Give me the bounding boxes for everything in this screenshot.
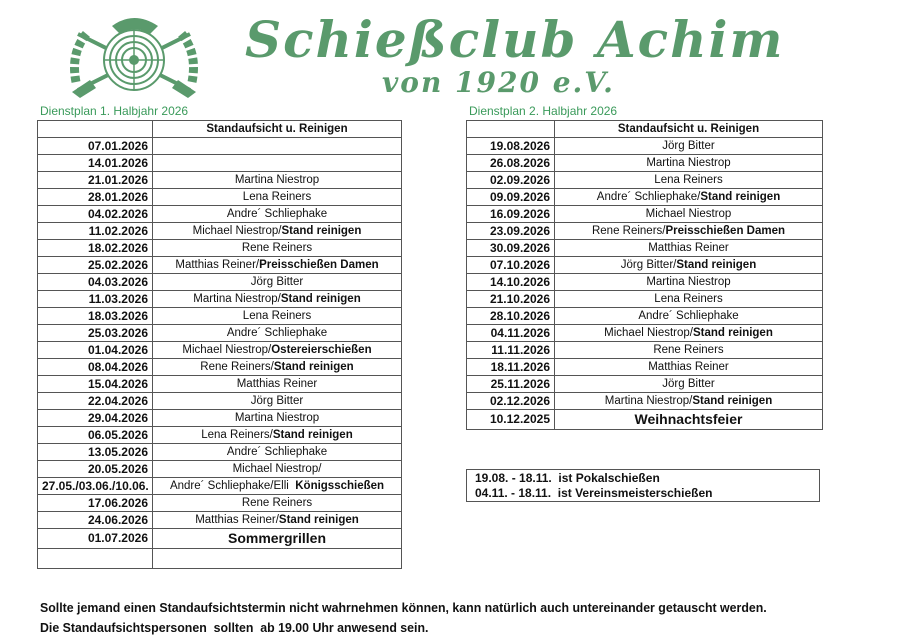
date-cell: 11.03.2026 bbox=[38, 291, 153, 308]
duty-person: Jörg Bitter bbox=[662, 378, 715, 390]
duty-person: Matthias Reiner/ bbox=[175, 259, 260, 271]
duty-person: Lena Reiners bbox=[654, 293, 723, 305]
table-row bbox=[38, 206, 402, 223]
table-row bbox=[38, 444, 402, 461]
duty-cell bbox=[153, 138, 402, 155]
duty-person: Martina Niestrop bbox=[234, 174, 320, 186]
date-cell: 04.11.2026 bbox=[467, 325, 555, 342]
date-cell: 24.06.2026 bbox=[38, 512, 153, 529]
duty-person: Michael Niestrop/ bbox=[232, 463, 322, 475]
date-cell: 07.01.2026 bbox=[38, 138, 153, 155]
duty-cell bbox=[153, 172, 402, 189]
plan2-table bbox=[466, 120, 823, 430]
duty-cell bbox=[153, 461, 402, 478]
duty-cell bbox=[555, 172, 823, 189]
duty-person: Andre´ Schliephake bbox=[226, 208, 328, 220]
note-pokalschiessen: 19.08. - 18.11. ist Pokalschießen bbox=[475, 471, 660, 485]
duty-person: Michael Niestrop/ bbox=[192, 225, 282, 237]
date-cell: 09.09.2026 bbox=[467, 189, 555, 206]
date-cell: 26.08.2026 bbox=[467, 155, 555, 172]
table-row bbox=[467, 359, 823, 376]
table-row bbox=[38, 549, 402, 569]
duty-cell bbox=[153, 223, 402, 240]
duty-cell bbox=[153, 376, 402, 393]
date-cell: 20.05.2026 bbox=[38, 461, 153, 478]
club-subtitle: von 1920 e.V. bbox=[382, 66, 615, 99]
duty-cell bbox=[153, 359, 402, 376]
table-row bbox=[467, 257, 823, 274]
duty-person: Jörg Bitter bbox=[662, 140, 715, 152]
duty-task: Stand reinigen bbox=[676, 259, 757, 271]
date-cell: 08.04.2026 bbox=[38, 359, 153, 376]
duty-person: Michael Niestrop bbox=[645, 208, 732, 220]
table-row bbox=[38, 223, 402, 240]
date-cell: 30.09.2026 bbox=[467, 240, 555, 257]
date-cell: 02.12.2026 bbox=[467, 393, 555, 410]
date-cell: 11.02.2026 bbox=[38, 223, 153, 240]
duty-cell bbox=[555, 223, 823, 240]
duty-person: Jörg Bitter/ bbox=[620, 259, 677, 271]
duty-cell bbox=[153, 529, 402, 549]
table-row bbox=[467, 308, 823, 325]
duty-person: Matthias Reiner/ bbox=[195, 514, 279, 526]
duty-cell bbox=[153, 257, 402, 274]
date-cell: 18.02.2026 bbox=[38, 240, 153, 257]
duty-person: Jörg Bitter bbox=[250, 395, 304, 407]
duty-task: Stand reinigen bbox=[692, 395, 773, 407]
duty-person: Matthias Reiner bbox=[236, 378, 318, 390]
date-cell: 10.12.2025 bbox=[467, 410, 555, 430]
duty-task: Weihnachtsfeier bbox=[634, 411, 743, 427]
club-name: Schießclub Achim bbox=[245, 10, 785, 69]
duty-cell bbox=[153, 155, 402, 172]
table-row bbox=[467, 325, 823, 342]
duty-cell bbox=[153, 308, 402, 325]
duty-person: Andre´ Schliephake bbox=[638, 310, 739, 322]
table-row bbox=[38, 461, 402, 478]
date-cell: 14.10.2026 bbox=[467, 274, 555, 291]
duty-cell bbox=[555, 376, 823, 393]
duty-cell bbox=[153, 478, 402, 495]
date-cell: 25.03.2026 bbox=[38, 325, 153, 342]
date-cell: 14.01.2026 bbox=[38, 155, 153, 172]
table-row bbox=[38, 495, 402, 512]
date-cell: 06.05.2026 bbox=[38, 427, 153, 444]
duty-cell bbox=[555, 359, 823, 376]
date-cell: 04.02.2026 bbox=[38, 206, 153, 223]
table-row bbox=[38, 393, 402, 410]
duty-task: Preisschießen Damen bbox=[259, 259, 379, 271]
duty-cell bbox=[153, 549, 402, 569]
duty-person: Matthias Reiner bbox=[648, 242, 729, 254]
duty-cell bbox=[555, 274, 823, 291]
date-cell: 25.11.2026 bbox=[467, 376, 555, 393]
duty-cell bbox=[153, 444, 402, 461]
duty-cell bbox=[153, 291, 402, 308]
duty-column-header: Standaufsicht u. Reinigen bbox=[153, 121, 402, 138]
date-cell: 01.07.2026 bbox=[38, 529, 153, 549]
plan1-table bbox=[37, 120, 402, 569]
table-row bbox=[38, 342, 402, 359]
duty-task: Stand reinigen bbox=[700, 191, 781, 203]
date-cell: 23.09.2026 bbox=[467, 223, 555, 240]
footer-line-2: Die Standaufsichtspersonen sollten ab 19.00 Uhr anwesend sein. bbox=[40, 620, 429, 635]
table-row bbox=[467, 342, 823, 359]
date-cell: 17.06.2026 bbox=[38, 495, 153, 512]
duty-column-header: Standaufsicht u. Reinigen bbox=[555, 121, 823, 138]
duty-cell bbox=[153, 427, 402, 444]
duty-person: Martina Niestrop/ bbox=[193, 293, 281, 305]
duty-task: Sommergrillen bbox=[227, 530, 327, 546]
duty-person: Martina Niestrop/ bbox=[604, 395, 693, 407]
duty-cell bbox=[153, 410, 402, 427]
duty-task: Stand reinigen bbox=[273, 361, 354, 373]
table-row bbox=[38, 529, 402, 549]
table-row bbox=[38, 359, 402, 376]
duty-cell bbox=[555, 257, 823, 274]
duty-cell bbox=[555, 342, 823, 359]
date-cell: 21.10.2026 bbox=[467, 291, 555, 308]
date-cell: 18.03.2026 bbox=[38, 308, 153, 325]
duty-cell bbox=[555, 155, 823, 172]
footer-notice bbox=[40, 598, 767, 638]
plan2-title: Dienstplan 2. Halbjahr 2026 bbox=[469, 104, 618, 118]
table-row bbox=[467, 393, 823, 410]
table-row bbox=[467, 172, 823, 189]
duty-cell bbox=[555, 240, 823, 257]
duty-person: Matthias Reiner bbox=[648, 361, 729, 373]
duty-person: Michael Niestrop/ bbox=[604, 327, 693, 339]
duty-cell bbox=[555, 308, 823, 325]
duty-task: Königsschießen bbox=[295, 480, 385, 492]
table-row bbox=[467, 410, 823, 430]
table-row bbox=[467, 274, 823, 291]
duty-task: Stand reinigen bbox=[278, 514, 359, 526]
duty-person: Andre´ Schliephake bbox=[226, 446, 328, 458]
duty-person: Lena Reiners/ bbox=[201, 429, 273, 441]
duty-cell bbox=[153, 325, 402, 342]
duty-cell bbox=[555, 206, 823, 223]
table-row bbox=[38, 325, 402, 342]
table-row bbox=[467, 223, 823, 240]
table-row bbox=[38, 512, 402, 529]
table-row bbox=[467, 376, 823, 393]
table-row bbox=[38, 155, 402, 172]
duty-cell bbox=[153, 206, 402, 223]
duty-person: Martina Niestrop bbox=[234, 412, 320, 424]
duty-person: Michael Niestrop/ bbox=[182, 344, 272, 356]
table-row bbox=[38, 257, 402, 274]
note-vereinsmeisterschiessen: 04.11. - 18.11. ist Vereinsmeisterschießen bbox=[475, 486, 713, 500]
duty-task: Preisschießen Damen bbox=[665, 225, 786, 237]
date-cell: 28.10.2026 bbox=[467, 308, 555, 325]
table-row bbox=[38, 478, 402, 495]
date-cell bbox=[38, 549, 153, 569]
table-row bbox=[38, 410, 402, 427]
date-cell: 04.03.2026 bbox=[38, 274, 153, 291]
table-row bbox=[467, 240, 823, 257]
duty-cell bbox=[153, 512, 402, 529]
date-cell: 18.11.2026 bbox=[467, 359, 555, 376]
duty-cell bbox=[555, 325, 823, 342]
duty-cell bbox=[153, 393, 402, 410]
duty-cell bbox=[153, 495, 402, 512]
date-cell: 22.04.2026 bbox=[38, 393, 153, 410]
duty-cell bbox=[555, 189, 823, 206]
table-header-row bbox=[38, 121, 402, 138]
letterhead bbox=[0, 0, 900, 100]
date-cell: 19.08.2026 bbox=[467, 138, 555, 155]
table-row bbox=[467, 155, 823, 172]
duty-person: Martina Niestrop bbox=[646, 157, 731, 169]
date-column-header bbox=[467, 121, 555, 138]
duty-person: Rene Reiners bbox=[241, 242, 313, 254]
date-cell: 16.09.2026 bbox=[467, 206, 555, 223]
table-row bbox=[38, 308, 402, 325]
plan1-title: Dienstplan 1. Halbjahr 2026 bbox=[40, 104, 189, 118]
duty-person: Rene Reiners bbox=[241, 497, 313, 509]
table-row bbox=[38, 427, 402, 444]
duty-cell bbox=[153, 240, 402, 257]
date-cell: 25.02.2026 bbox=[38, 257, 153, 274]
duty-person: Rene Reiners bbox=[653, 344, 724, 356]
footer-line-1: Sollte jemand einen Standaufsichtstermin nicht wahrnehmen können, kann natürlich auch untereinander getauscht werden. bbox=[40, 600, 767, 615]
duty-person: Lena Reiners bbox=[242, 310, 312, 322]
date-cell: 15.04.2026 bbox=[38, 376, 153, 393]
date-cell: 11.11.2026 bbox=[467, 342, 555, 359]
duty-task: Stand reinigen bbox=[272, 429, 353, 441]
duty-cell bbox=[153, 189, 402, 206]
table-row bbox=[38, 189, 402, 206]
date-column-header bbox=[38, 121, 153, 138]
duty-cell bbox=[153, 342, 402, 359]
table-header-row bbox=[467, 121, 823, 138]
duty-task: Stand reinigen bbox=[281, 225, 362, 237]
competition-notes-box bbox=[466, 469, 820, 502]
date-cell: 13.05.2026 bbox=[38, 444, 153, 461]
table-row bbox=[467, 189, 823, 206]
table-row bbox=[467, 138, 823, 155]
shooting-target-emblem-icon bbox=[68, 12, 200, 98]
duty-task: Ostereierschießen bbox=[271, 344, 372, 356]
duty-cell bbox=[153, 274, 402, 291]
duty-person: Lena Reiners bbox=[654, 174, 723, 186]
table-row bbox=[38, 240, 402, 257]
duty-person: Rene Reiners/ bbox=[200, 361, 274, 373]
duty-person: Martina Niestrop bbox=[646, 276, 731, 288]
duty-task: Stand reinigen bbox=[692, 327, 773, 339]
table-row bbox=[38, 376, 402, 393]
date-cell: 27.05./03.06./10.06. bbox=[38, 478, 153, 495]
table-row bbox=[467, 291, 823, 308]
table-row bbox=[38, 138, 402, 155]
duty-person: Andre´ Schliephake/ bbox=[596, 191, 701, 203]
date-cell: 21.01.2026 bbox=[38, 172, 153, 189]
duty-person: Lena Reiners bbox=[242, 191, 312, 203]
date-cell: 29.04.2026 bbox=[38, 410, 153, 427]
duty-task: Stand reinigen bbox=[280, 293, 361, 305]
duty-cell bbox=[555, 138, 823, 155]
date-cell: 01.04.2026 bbox=[38, 342, 153, 359]
table-row bbox=[38, 291, 402, 308]
table-row bbox=[38, 172, 402, 189]
duty-person: Andre´ Schliephake/Elli bbox=[169, 480, 296, 492]
table-row bbox=[38, 274, 402, 291]
duty-person: Rene Reiners/ bbox=[591, 225, 666, 237]
date-cell: 02.09.2026 bbox=[467, 172, 555, 189]
date-cell: 07.10.2026 bbox=[467, 257, 555, 274]
date-cell: 28.01.2026 bbox=[38, 189, 153, 206]
duty-cell bbox=[555, 291, 823, 308]
duty-person: Jörg Bitter bbox=[250, 276, 304, 288]
duty-cell bbox=[555, 410, 823, 430]
table-row bbox=[467, 206, 823, 223]
duty-person: Andre´ Schliephake bbox=[226, 327, 328, 339]
duty-cell bbox=[555, 393, 823, 410]
